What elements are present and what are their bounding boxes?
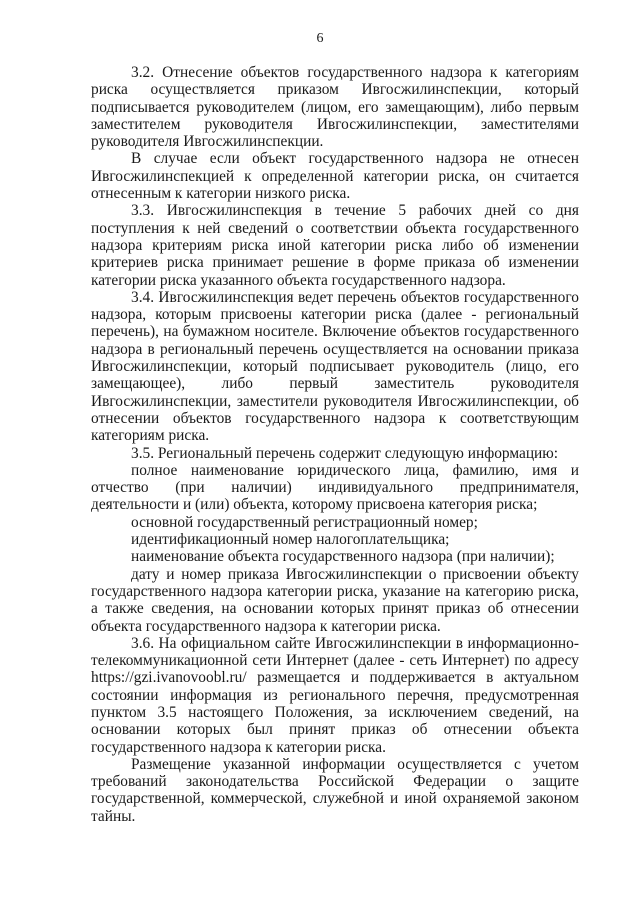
document-body: [91, 64, 579, 825]
list-item-order-details: дату и номер приказа Ивгосжилинспекции о присвоении объекту государственного надзора категории риска, указание на категорию риска, а также сведения, на основании которых принят приказ об отнесении объекта государственного надзора к категории риска.: [91, 565, 579, 635]
list-item-inn: идентификационный номер налогоплательщика;: [131, 531, 450, 549]
paragraph-3-2: 3.2. Отнесение объектов государственного надзора к категориям риска осуществляется приказом Ивгосжилинспекции, который подписывается руководителем (лицом, его замещающим), либо первым заместителем руководителя Ивгосжилинспекции, заместителями руководителя Ивгосжилинспекции.: [91, 64, 579, 151]
paragraph-low-risk-default: В случае если объект государственного надзора не отнесен Ивгосжилинспекцией к определенной категории риска, он считается отнесенным к категории низкого риска.: [91, 150, 579, 203]
page-number: 6: [316, 31, 324, 46]
list-item-ogrn: основной государственный регистрационный номер;: [131, 513, 478, 531]
paragraph-confidentiality: Размещение указанной информации осуществляется с учетом требований законодательства Российской Федерации о защите государственной, коммерческой, служебной и иной охраняемой законом тайны.: [91, 755, 579, 825]
paragraph-3-6: 3.6. На официальном сайте Ивгосжилинспекции в информационно-телекоммуникационной сети Интернет (далее - сеть Интернет) по адресу https://gzi.ivanovoobl.ru/ размещается и поддерживается в актуальном состоянии информация из регионального перечня, предусмотренная пунктом 3.5 настоящего Положения, за исключением сведений, на основании которых был принят приказ об отнесении объекта государственного надзора к категории риска.: [91, 634, 579, 756]
paragraph-3-4: 3.4. Ивгосжилинспекция ведет перечень объектов государственного надзора, которым присвоены категории риска (далее - региональный перечень), на бумажном носителе. Включение объектов государственного надзора в региональный перечень осуществляется на основании приказа Ивгосжилинспекции, который подписывает руководитель (лицо, его замещающее), либо первый заместитель руководителя Ивгосжилинспекции, заместители руководителя Ивгосжилинспекции, об отнесении объектов государственного надзора к соответствующим категориям риска.: [91, 288, 579, 445]
list-item-full-name: полное наименование юридического лица, фамилию, имя и отчество (при наличии) индивидуального предпринимателя, деятельности и (или) объекта, которому присвоена категория риска;: [91, 461, 579, 514]
list-item-object-name: наименование объекта государственного надзора (при наличии);: [131, 548, 555, 566]
paragraph-3-3: 3.3. Ивгосжилинспекция в течение 5 рабочих дней со дня поступления к ней сведений о соответствии объекта государственного надзора критериям риска иной категории риска либо об изменении критериев риска принимает решение в форме приказа об изменении категории риска указанного объекта государственного надзора.: [91, 202, 579, 289]
paragraph-3-5: 3.5. Региональный перечень содержит следующую информацию:: [131, 444, 559, 462]
